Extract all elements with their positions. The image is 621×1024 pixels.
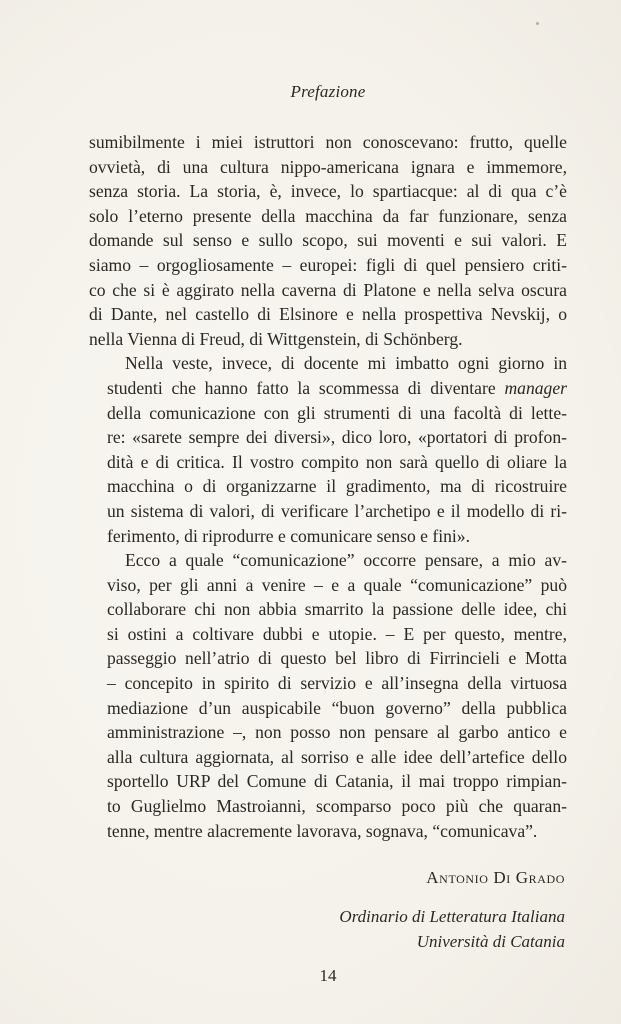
text-line: Ecco a quale “comunicazione” occorre pensare, a mio av- [125,550,567,571]
text-line: solo l’eterno presente della macchina da far funzionare, senza [89,205,567,226]
text-line: alla cultura aggiornata, al sorriso e alle idee dell’artefice dello [107,746,567,767]
text-line: dità e di critica. Il vostro compito non sarà quello di oliare la [107,451,567,472]
text-line: si ostini a coltivare dubbi e utopie. – E per questo, mentre, [107,623,567,644]
text-line: un sistema di valori, di verificare l’archetipo e il modello di ri- [107,500,567,521]
text-line [89,376,567,401]
author-name: Antonio Di Grado [426,868,565,887]
author-institution: Università di Catania [416,932,565,951]
text-line: collaborare chi non abbia smarrito la passione delle idee, chi [107,599,567,620]
text-line: Nella veste, invece, di docente mi imbatto ogni giorno in [125,353,567,374]
text-line: – concepito in spirito di servizio e all’insegna della virtuosa [107,673,567,694]
text-line: ovvietà, di una cultura nippo-americana ignara e immemore, [89,156,567,177]
emphasis-word: manager [504,377,567,398]
text-line: ferimento, di riprodurre e comunicare senso e fini». [107,525,470,546]
text-segment: studenti che hanno fatto la scommessa di diventare [107,377,505,398]
paper-speck [536,22,539,25]
text-line: mediazione d’un auspicabile “buon governo” della pubblica [107,697,567,718]
text-line: viso, per gli anni a venire – e a quale “comunicazione” può [107,574,567,595]
text-line: sportello URP del Comune di Catania, il mai troppo rimpian- [107,771,567,792]
paragraph-1 [89,130,567,351]
text-line: siamo – orgogliosamente – europei: figli di quel pensiero criti- [89,254,567,275]
text-line: re: «sarete sempre dei diversi», dico loro, «portatori di profon- [107,427,567,448]
text-line: amministrazione –, non posso non pensare al garbo antico e [107,722,567,743]
text-line: macchina o di organizzarne il gradimento, ma di ricostruire [107,476,567,497]
paragraph-3 [89,548,567,843]
running-head: Prefazione [290,82,366,101]
text-line: domande sul senso e sullo scopo, sui moventi e sui valori. E [89,230,567,251]
text-line: di Dante, nel castello di Elsinore e nella prospettiva Nevskij, o [89,304,567,325]
paragraph-2 [89,351,567,548]
signature-block [339,868,565,954]
page-number: 14 [319,966,337,985]
text-line: nella Vienna di Freud, di Wittgenstein, di Schönberg. [89,328,463,349]
text-line: tenne, mentre alacremente lavorava, sognava, “comunicava”. [107,820,538,841]
author-role: Ordinario di Letteratura Italiana [339,907,565,926]
text-line: passeggio nell’atrio di questo bel libro di Firrincieli e Motta [107,648,567,669]
text-line: co che si è aggirato nella caverna di Platone e nella selva oscura [89,279,567,300]
text-line: sumibilmente i miei istruttori non conoscevano: frutto, quelle [89,132,567,152]
text-line: to Guglielmo Mastroianni, scomparso poco più che quaran- [107,796,567,817]
text-line: senza storia. La storia, è, invece, lo spartiacque: al di qua c’è [89,181,567,202]
body-text [89,130,567,843]
text-line: della comunicazione con gli strumenti di una facoltà di lette- [107,402,567,423]
